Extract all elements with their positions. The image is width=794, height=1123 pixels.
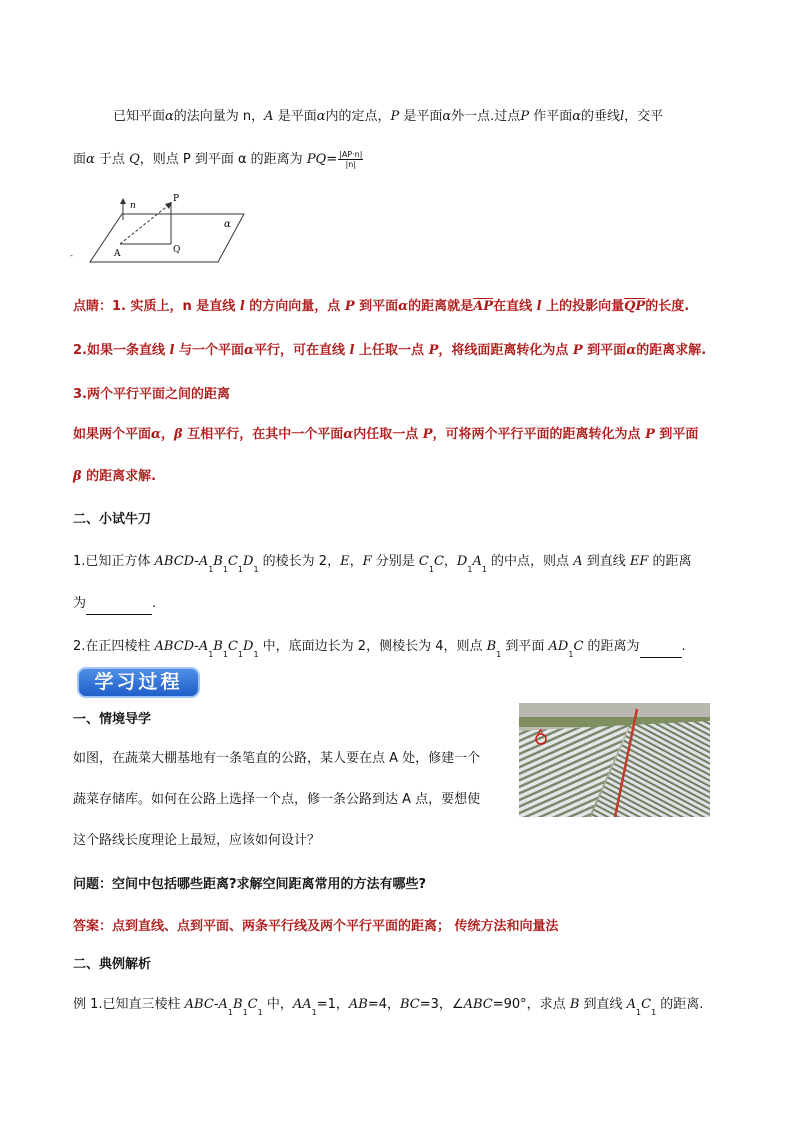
answer-blank-1[interactable] — [86, 594, 152, 615]
situation-text-2: 蔬菜存储库。如何在公路上选择一个点，修一条公路到达 A 点，要想使 — [73, 792, 481, 807]
learning-process-banner: 学习过程 — [77, 667, 200, 698]
label-n: n — [130, 201, 136, 211]
svg-text:-: - — [70, 251, 73, 260]
note-5: β 的距离求解. — [73, 469, 157, 484]
intro-line-2: 面α 于点 Q，则点 P 到平面 α 的距离为 PQ= $\frac{|AP\cdot n|}{|n|}$ — [73, 150, 363, 169]
photo-label-a: A — [537, 728, 544, 739]
label-P: P — [173, 194, 180, 204]
section-2-title: 二、小试牛刀 — [73, 512, 152, 527]
example-1: 例 1.已知直三棱柱 ABC-$A_1B_1C_1$ 中，$AA_1=1$，AB=4，BC=3，∠ABC=90°，求点 B 到直线 $A_1C_1$ 的距离. — [73, 997, 704, 1017]
vector-ap — [120, 204, 170, 244]
situation-text-3: 这个路线长度理论上最短，应该如何设计？ — [73, 833, 321, 848]
intro-line-1: 已知平面α的法向量为 n，A 是平面α内的定点，P 是平面α外一点.过点P 作平面α的垂线l，交平 — [113, 109, 664, 124]
note-1: 点睛：1. 实质上，n 是直线 l 的方向向量，点 P 到平面α的距离就是$\overline{AP}$在直线 l 上的投影向量$\overline{QP}$的长度. — [73, 299, 690, 314]
label-Q: Q — [173, 245, 181, 255]
label-A: A — [114, 249, 121, 259]
answer-text: 答案：点到直线、点到平面、两条平行线及两个平行平面的距离； 传统方法和向量法 — [73, 919, 559, 934]
label-alpha: α — [224, 219, 231, 230]
situation-title: 一、情境导学 — [73, 712, 152, 727]
note-3: 3.两个平行平面之间的距离 — [73, 387, 230, 402]
examples-title: 二、典例解析 — [73, 957, 152, 972]
question-1: 1.已知正方体 ABCD-$A_1B_1C_1D_1$ 的棱长为 2，E，F 分别是 $C_1C$，$D_1A_1$ 的中点，则点 A 到直线 EF 的距离 — [73, 554, 692, 574]
note-4: 如果两个平面α，β 互相平行，在其中一个平面α内任取一点 P，可将两个平行平面的距离转化为点 P 到平面 — [73, 427, 699, 442]
plane-normal-figure — [70, 190, 250, 270]
question-2: 2.在正四棱柱 ABCD-$A_1B_1C_1D_1$ 中，底面边长为 2，侧棱长为 4，则点 $B_1$ 到平面 $AD_1C$ 的距离为 . — [73, 639, 686, 659]
answer-blank-2[interactable] — [640, 637, 682, 658]
question-1-answer-line: 为 . — [73, 594, 156, 615]
distance-fraction: $\frac{|AP\cdot n|}{|n|}$ — [339, 150, 363, 169]
situation-text-1: 如图，在蔬菜大棚基地有一条笔直的公路，某人要在点 A 处，修建一个 — [73, 751, 481, 766]
greenhouse-photo — [519, 703, 710, 817]
note-2: 2.如果一条直线 l 与一个平面α平行，可在直线 l 上任取一点 P，将线面距离转化为点 P 到平面α的距离求解. — [73, 343, 707, 358]
question-text: 问题：空间中包括哪些距离?求解空间距离常用的方法有哪些? — [73, 877, 427, 892]
